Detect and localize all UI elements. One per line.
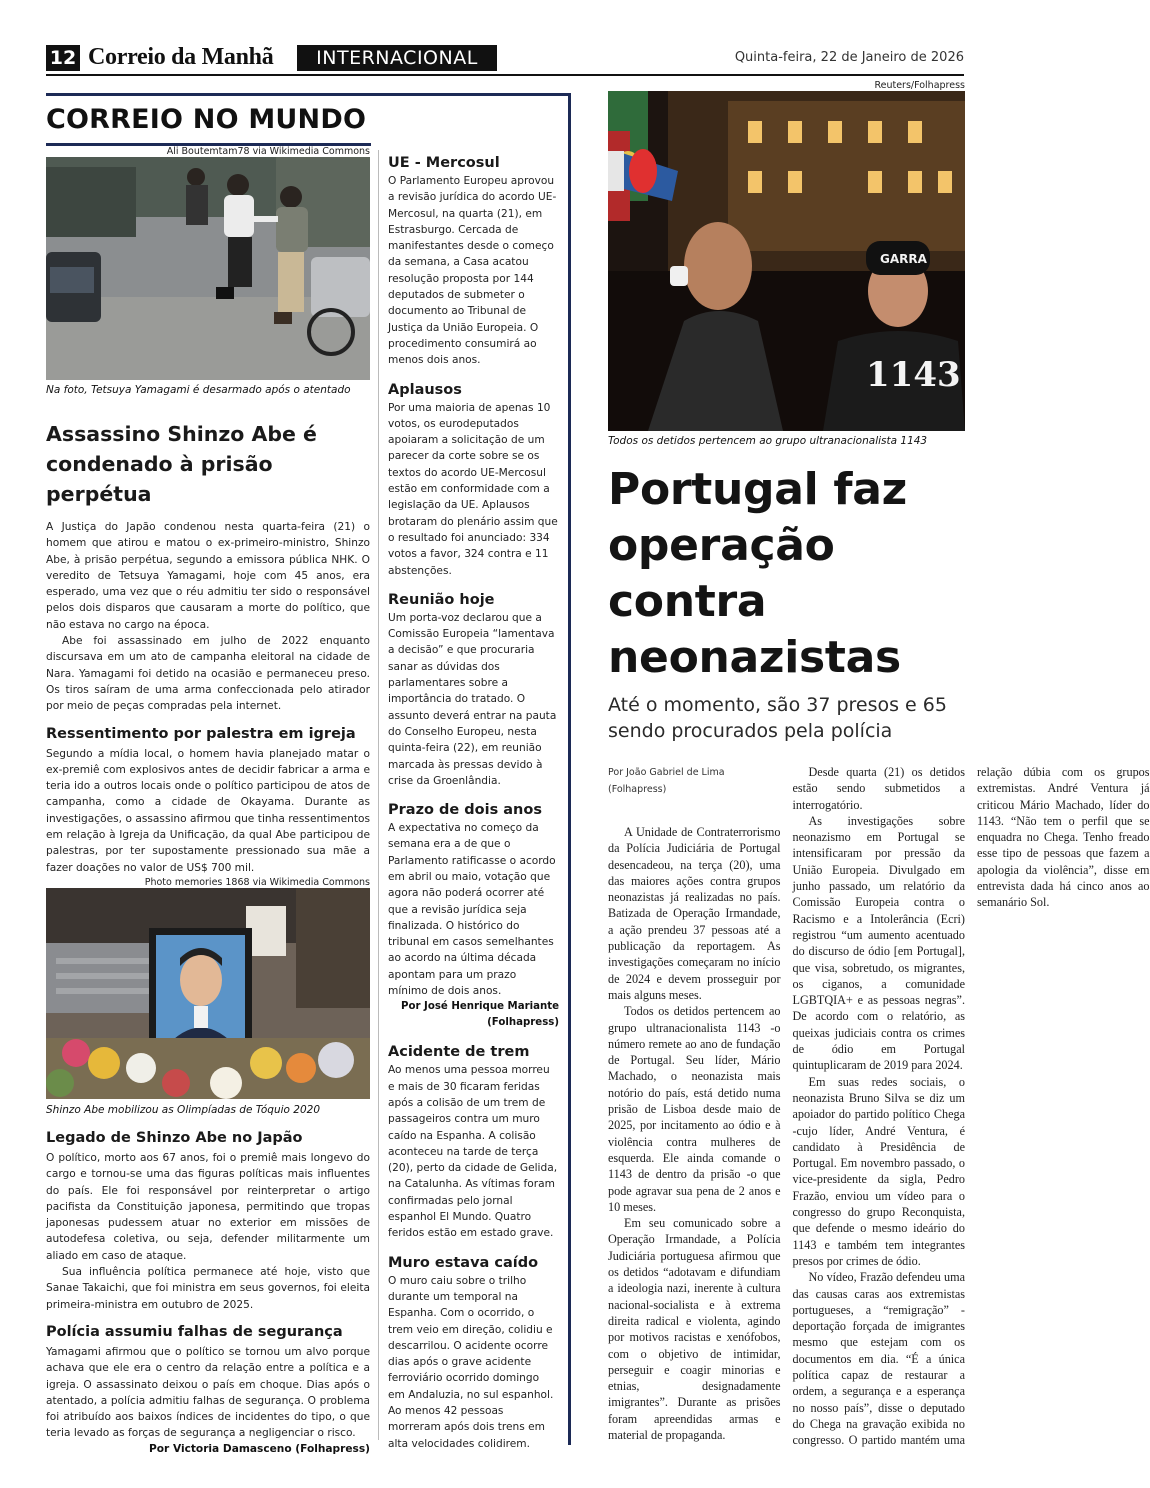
body-paragraph: Todos os detidos pertencem ao grupo ultranacionalista 1143 -o número remete ao ano de fundação de Portugal. Seu líder, Mário Machado, o neonazista mais notório do país, está detido numa prisão de Lisboa desde maio de 2025, por incitamento ao ódio e à violência contra mulheres de esquerda. Ele ainda comande o 1143 de dentro da prisão -o que pode agravar sua pena de 2 anos e 10 meses. — [608, 1004, 781, 1214]
brief-text: O muro caiu sobre o trilho durante um temporal na Espanha. Com o ocorrido, o trem veio em direção, colidiu e descarrilou. O acidente ocorre dias após o grave acidente ferroviário ocorrido domingo em Andaluzia, no sul espanhol. Ao menos 42 pessoas morreram após dois trens em alta velocidades colidirem. — [388, 1274, 554, 1450]
section-label: INTERNACIONAL — [297, 45, 497, 71]
byline-agency: (Folhapress) — [608, 784, 667, 795]
box-title: CORREIO NO MUNDO — [46, 104, 367, 135]
brief-text: Um porta-voz declarou que a Comissão Europeia “lamentava a decisão” e que procuraria sanar as dúvidas dos parlamentares sobre a importância do tratado. O assunto deverá entrar na pauta do Conselho Europeu, nesta quinta-feira (22), em reunião marcada às pressas devido à crise da Groenlândia. — [388, 611, 557, 787]
body-paragraph: Desde quarta (21) os detidos estão sendo submetidos a interrogatório. — [792, 765, 965, 812]
world-body-continued — [46, 746, 370, 876]
body-paragraph: No vídeo, Frazão defendeu uma das causas caras aos extremistas portugueses, a “remigração” -deportação forçada de imigrantes mesmo que estejam com os documentos em dia. “É a única política capaz de restaurar a ordem, a segurança e a esperança no nosso país”, disse o deputado do Chega na gravação exibida no congresso. O partido mantém uma relação dúbia com os grupos extremistas. André Ventura já criticou Mário Machado, líder do 1143. “Não tem o perfil que se enquadra no Chega. Tenho freado esse tipo de pessoas que fazem a apologia da violência”, disse em entrevista dada há cinco anos ao semanário Sol. — [792, 765, 1150, 1448]
feature-headline: Portugal faz operação contra neonazistas — [608, 464, 907, 683]
feature-column — [608, 80, 965, 744]
world-headline: Assassino Shinzo Abe é condenado à prisão perpétua — [46, 422, 317, 506]
page-number: 12 — [46, 45, 80, 71]
subheading: Ressentimento por palestra em igreja — [46, 725, 356, 742]
arrest-photo-illustration — [46, 157, 370, 380]
box-top-border — [46, 93, 571, 96]
brief-title: Aplausos — [388, 381, 462, 398]
brief-title: Acidente de trem — [388, 1044, 530, 1061]
protest-photo-illustration — [608, 91, 965, 431]
brief-text: O Parlamento Europeu aprovou a revisão jurídica do acordo UE-Mercosul, na quarta (21), em Estrasburgo. Cercada de manifestantes desde o começo da semana, a Casa acatou resolução proposta por 144 deputados de submeter o documento ao Tribunal de Justiça da União Europeia. O procedimento consumirá ao menos dois anos. — [388, 175, 557, 367]
feature-byline — [608, 764, 781, 798]
world-main-column — [46, 146, 370, 1455]
body-paragraph: As investigações sobre neonazismo em Portugal se intensificaram por pressão da União Europeia. Divulgado em junho passado, um relatório da Comissão Europeia contra o Racismo e a Intolerância (Ecri) registrou “um aumento acentuado do discurso de ódio [em Portugal], que visa, sobretudo, os migrantes, os ciganos, a comunidade LGBTQIA+ e as pessoas negras”. De acordo com o relatório, as queixas judiciais contra os crimes de ódio em Portugal quintuplicaram de 2019 para 2024. — [792, 813, 965, 1073]
briefs-column — [388, 153, 559, 1452]
body-paragraph: Em seu comunicado sobre a Operação Irmandade, a Polícia Judiciária portuguesa afirmou que os detidos “adotavam e difundiam a ideologia nazi, inerente à cultura nacional-socialista e à extrema direita radical e violenta, agindo por motivos racistas e xenófobos, com o objetivo de intimidar, perseguir e coagir minorias e etnias, designadamente imigrantes”. Durante as prisões foram apreendidas armas e material de propaganda. — [608, 1216, 781, 1442]
body-paragraph: Yamagami afirmou que o político se tornou um alvo porque achava que ele era o centro da relação entre a política e a igreja. O assassinato deixou o país em choque. Dias após o atentado, a polícia admitiu falhas de segurança. O problema foi atribuído aos baixos índices de incidentes do tipo, o que teria levado as forças de segurança a negligenciar o risco. — [46, 1345, 370, 1440]
byline-author: Por João Gabriel de Lima — [608, 767, 725, 778]
memorial-photo-illustration — [46, 888, 370, 1099]
photo-caption: Shinzo Abe mobilizou as Olimpíadas de Tóquio 2020 — [46, 1103, 321, 1116]
column-divider — [378, 150, 379, 1440]
subheading: Polícia assumiu falhas de segurança — [46, 1323, 343, 1340]
shirt-lettering: 1143 — [866, 355, 961, 395]
body-paragraph: A Unidade de Contraterrorismo da Polícia Judiciária de Portugal desencadeou, na terça (20), uma das maiores ações contra grupos neonazistas já realizadas no país. Batizada de Operação Irmandade, a ação prendeu 37 pessoas até a publicação da reportagem. As investigações começaram no início de 2024 e devem prosseguir por mais alguns meses. — [608, 825, 781, 1002]
brief-text: Ao menos uma pessoa morreu e mais de 30 ficaram feridas após a colisão de um trem de passageiros contra um muro caído na Espanha. A colisão aconteceu na tarde de terça (20), perto da cidade de Gelida, na Catalunha. As vítimas foram confirmadas pelo jornal espanhol El Mundo. Quatro feridos estão em estado grave. — [388, 1064, 558, 1240]
body-paragraph: Em suas redes sociais, o neonazista Bruno Silva se diz um apoiador do partido político Chega -cujo líder, André Ventura, é candidato à Presidência de Portugal. Em novembro passado, o vice-presidente da sigla, Pedro Frazão, enviou um vídeo para o congresso do grupo Reconquista, que defende o mesmo ideário do 1143 e também tem integrantes presos por crimes de ódio. — [792, 1074, 965, 1268]
memorial-photo — [46, 888, 370, 1099]
photo-caption: Na foto, Tetsuya Yamagami é desarmado após o atentado — [46, 384, 351, 396]
body-paragraph: Segundo a mídia local, o homem havia planejado matar o ex-premiê com explosivos antes de decidir fabricar a arma e teria ido a outros locais onde o político participou de atos de campanha, como a cidade de Okayama. Durante as investigações, o assassino afirmou que tinha ressentimentos em relação à Igreja da Unificação, da qual Abe participou de palestras, por ter supostamente pressionado sua mãe a fazer doações no valor de US$ 700 mil. — [46, 747, 370, 874]
photo-credit: Reuters/Folhapress — [874, 80, 965, 91]
byline: Por Victoria Damasceno (Folhapress) — [148, 1442, 370, 1455]
photo-credit: Ali Boutemtam78 via Wikimedia Commons — [166, 146, 370, 157]
feature-subheadline: Até o momento, são 37 presos e 65 sendo procurados pela polícia — [608, 694, 947, 742]
subheading: Legado de Shinzo Abe no Japão — [46, 1129, 303, 1146]
body-paragraph: O político, morto aos 67 anos, foi o premiê mais longevo do cargo e tornou-se uma das figuras políticas mais influentes do país. Ele foi responsável por reinterpretar o artigo pacifista da Constituição japonesa, permitindo que tropas japonesas pudessem atuar no exterior em missões de autodefesa coletiva, ou seja, defender militarmente um aliado em caso de ataque. — [46, 1151, 370, 1262]
legacy-body — [46, 1150, 370, 1313]
photo-credit: Photo memories 1868 via Wikimedia Commons — [144, 876, 370, 888]
brief-text: A expectativa no começo da semana era a de que o Parlamento ratificasse o acordo em abril ou maio, votação que agora não poderá ocorrer até que a revisão jurídica seja finalizada. O histórico do tribunal em casos semelhantes ao acordo na última década apontam para um prazo mínimo de dois anos. — [388, 822, 556, 998]
brief-title: Prazo de dois anos — [388, 802, 542, 819]
body-paragraph: Sua influência política permanece até hoje, visto que Sanae Takaichi, que foi ministra em seus governos, foi eleita primeira-ministra em outubro de 2025. — [46, 1266, 370, 1311]
protest-photo — [608, 91, 965, 431]
photo-caption: Todos os detidos pertencem ao grupo ultranacionalista 1143 — [608, 435, 928, 447]
brief-title: Reunião hoje — [388, 591, 495, 608]
feature-body — [608, 764, 1150, 1454]
box-right-border — [568, 93, 571, 1445]
byline: Por José Henrique Mariante (Folhapress) — [401, 1001, 559, 1029]
brief-text: Por uma maioria de apenas 10 votos, os eurodeputados apoiaram a solicitação de um parecer da corte sobre se os textos do acordo UE-Mercosul estão em conformidade com a legislação da UE. Aplausos brotaram do plenário assim que o resultado foi anunciado: 334 votos a favor, 324 contra e 11 abstenções. — [388, 401, 558, 577]
body-paragraph: Abe foi assassinado em julho de 2022 enquanto discursava em um ato de campanha eleitoral na cidade de Nara. Yamagami foi detido na ocasião e permaneceu preso. Os tiros saíram de uma arma confeccionada pelo atirador por meio de peças compradas pela internet. — [46, 635, 370, 713]
issue-date: Quinta-feira, 22 de Janeiro de 2026 — [734, 50, 964, 65]
body-paragraph: A Justiça do Japão condenou nesta quarta-feira (21) o homem que atirou e matou o ex-primeiro-ministro, Shinzo Abe, à prisão perpétua, segundo a emissora pública NHK. O veredito de Tetsuya Yamagami, hoje com 45 anos, era esperado, uma vez que o réu admitiu ter sido o responsável pelos dois disparos que causaram a morte do político, que não estava no cargo na época. — [46, 521, 370, 631]
header-divider — [46, 74, 964, 76]
cap-lettering: GARRA — [880, 252, 927, 266]
feature-article — [608, 764, 1150, 1454]
world-body — [46, 519, 370, 715]
brief-title: UE - Mercosul — [388, 155, 500, 171]
security-body — [46, 1344, 370, 1442]
arrest-photo — [46, 157, 370, 380]
brief-title: Muro estava caído — [388, 1254, 539, 1271]
newspaper-masthead: Correio da Manhã — [88, 44, 274, 70]
